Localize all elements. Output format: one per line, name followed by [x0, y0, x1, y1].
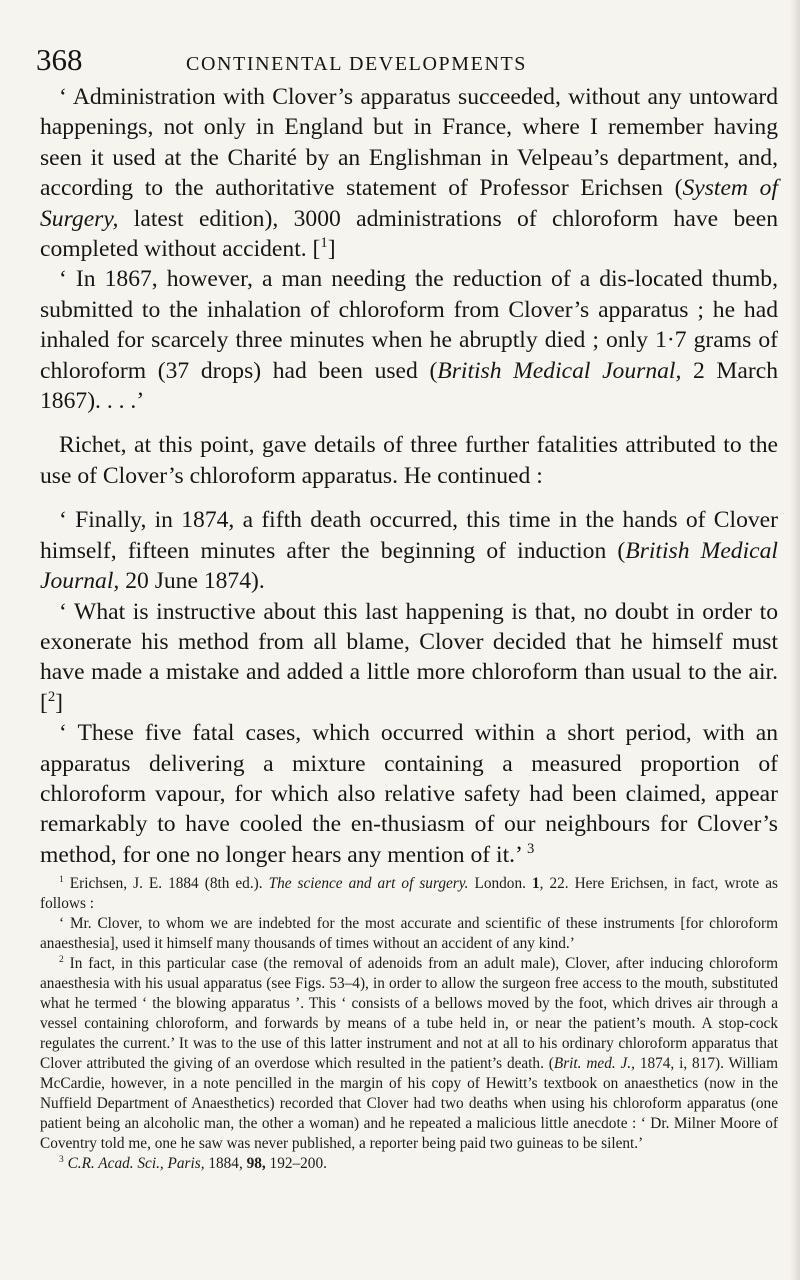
footnote-marker: 2: [47, 688, 56, 705]
text-run: ]: [55, 689, 64, 716]
body-paragraph: [40, 430, 778, 491]
text-run: ‘ What is instructive about this last happening is that, no doubt in order to exonerate his method from all blame, Clover decided that he himself must have made a mistake and added a little more chloroform than usual to the air. [: [40, 598, 778, 716]
text-run: 2 March 1867). . . .’: [40, 357, 778, 415]
text-run: ‘ Mr. Clover, to whom we are indebted for the most accurate and scientific of these instruments [for chloroform anaesthesia], used it himself many thousands of times without an accident of any kind.’: [40, 915, 778, 953]
footnotes: [40, 874, 778, 1174]
footnote-paragraph: [40, 1154, 778, 1174]
text-run: 20 June 1874).: [119, 568, 265, 595]
footnote-marker: 3: [527, 840, 535, 857]
italic-text: System of Surgery,: [40, 175, 778, 232]
italic-text: Brit. med. J.,: [553, 1055, 635, 1073]
italic-text: The science and art of surgery.: [268, 875, 469, 893]
text-run: 192–200.: [265, 1155, 327, 1173]
page-number: 368: [36, 42, 83, 77]
footnote-paragraph: [40, 954, 778, 1154]
text-run: Erichsen, J. E. 1884 (8th ed.).: [63, 875, 269, 893]
italic-text: C.R. Acad. Sci., Paris,: [67, 1155, 205, 1173]
running-head: CONTINENTAL DEVELOPMENTS: [186, 53, 528, 75]
main-text: [40, 82, 778, 870]
text-run: 1884,: [204, 1155, 247, 1173]
footnote-marker: 1: [59, 875, 64, 886]
footnote-marker: 2: [59, 955, 64, 966]
page-header: [36, 42, 778, 78]
text-run: In fact, in this particular case (the removal of adenoids from an adult male), Clover, after inducing chloroform anaesthesia with his usual apparatus (see Figs. 53–4), in order to allow the surgeon free access to the mouth, substituted what he termed ‘ the blowing apparatus ’. This ‘ consists of a bellows moved by the foot, which drives air through a vessel containing chloroform, and forwards by means of a tube held in, or near the patient’s mouth. A stop-cock regulates the current.’ It was to the use of this latter instrument and not at all to his ordinary chloroform apparatus that Clover attributed the giving of an overdose which resulted in the patient’s death. (: [40, 955, 778, 1073]
body-paragraph: [40, 82, 778, 264]
text-run: , 22. Here Erichsen, in fact, wrote as follows :: [40, 875, 778, 913]
body-paragraph: [40, 505, 778, 596]
text-run: London.: [468, 875, 532, 893]
text-run: ‘ Administration with Clover’s apparatus succeeded, without any untoward happenings, not only in England but in France, where I remember having seen it used at the Charité by an Englishman in Velpeau’s department, and, according to the authoritative statement of Professor Erichsen (: [40, 84, 778, 202]
text-run: latest edition), 3000 administrations of chloroform have been completed without accident. [: [40, 205, 778, 263]
text-run: ]: [327, 236, 336, 263]
bold-text: 1: [531, 875, 540, 893]
text-run: ‘ These five fatal cases, which occurred within a short period, with an apparatus delivering a mixture containing a measured proportion of chloroform vapour, for which also relative safety had been claimed, appear remarkably to have cooled the en-thusiasm of our neighbours for Clover’s method, for one no longer hears any mention of it.’: [40, 720, 778, 868]
footnote-paragraph: [40, 914, 778, 954]
text-run: ‘ Finally, in 1874, a fifth death occurred, this time in the hands of Clover himself, fifteen minutes after the beginning of induction (: [40, 507, 778, 564]
body-paragraph: [40, 718, 778, 870]
text-run: ‘ In 1867, however, a man needing the reduction of a dis-located thumb, submitted to the inhalation of chloroform from Clover’s apparatus ; he had inhaled for scarcely three minutes when he abruptly died ; only 1·7 grams of chloroform (37 drops) had been used (: [40, 266, 778, 384]
body-paragraph: [40, 597, 778, 719]
bold-text: 98,: [246, 1155, 266, 1173]
text-run: Richet, at this point, gave details of three further fatalities attributed to the use of Clover’s chloroform apparatus. He continued :: [40, 432, 778, 489]
text-run: 1874, i, 817). William McCardie, however, in a note pencilled in the margin of his copy of Hewitt’s textbook on anaesthetics (now in the Nuffield Department of Anaesthetics) recorded that Clover had two deaths when using his chloroform apparatus (one patient being an alcoholic man, the other a woman) and he repeated a malicious little anecdote : ‘ Dr. Milner Moore of Coventry told me, one he saw was never published, a reporter being paid two guineas to be silent.’: [40, 1055, 778, 1153]
italic-text: British Medical Journal,: [437, 357, 682, 384]
footnote-paragraph: [40, 874, 778, 914]
footnote-marker: 3: [59, 1155, 64, 1166]
footnote-marker: 1: [320, 235, 328, 252]
body-paragraph: [40, 264, 778, 416]
italic-text: British Medical Journal,: [40, 537, 778, 595]
page-edge-shadow: [790, 0, 800, 1280]
